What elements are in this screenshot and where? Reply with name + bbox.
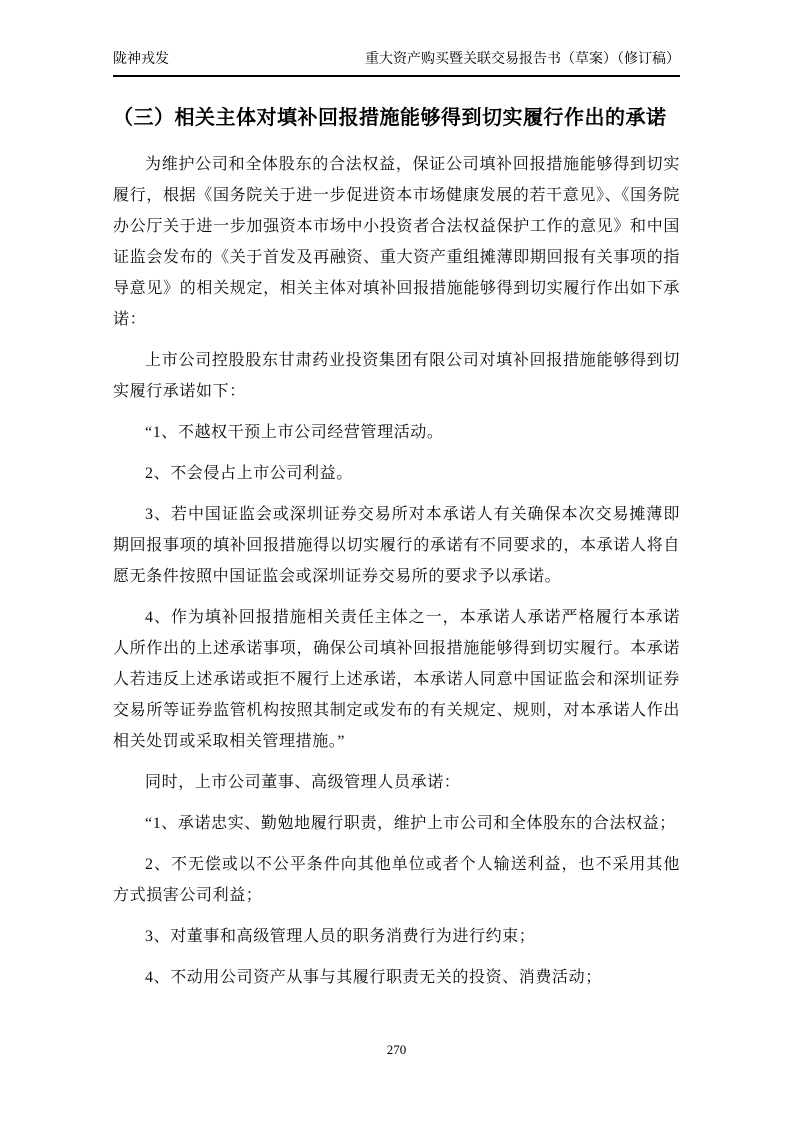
page-header	[113, 50, 680, 77]
paragraph: 2、不无偿或以不公平条件向其他单位或者个人输送利益，也不采用其他方式损害公司利益；	[113, 856, 680, 904]
paragraph: 同时，上市公司董事、高级管理人员承诺：	[145, 774, 461, 791]
paragraph: 2、不会侵占上市公司利益。	[145, 465, 353, 482]
paragraph: “1、承诺忠实、勤勉地履行职责，维护上市公司和全体股东的合法权益；	[145, 815, 676, 832]
page-footer	[0, 1042, 793, 1058]
document-body	[113, 149, 680, 993]
paragraph: 上市公司控股股东甘肃药业投资集团有限公司对填补回报措施能够得到切实履行承诺如下：	[113, 352, 680, 400]
paragraph: 4、作为填补回报措施相关责任主体之一，本承诺人承诺严格履行本承诺人所作出的上述承诺事项，确保公司填补回报措施能够得到切实履行。本承诺人若违反上述承诺或拒不履行上述承诺，本承诺人同意中国证监会和深圳证券交易所等证券监管机构按照其制定或发布的有关规定、规则，对本承诺人作出相关处罚或采取相关管理措施。”	[113, 609, 680, 750]
paragraph: 4、不动用公司资产从事与其履行职责无关的投资、消费活动；	[145, 969, 602, 986]
header-company-name: 陇神戎发	[113, 52, 169, 67]
paragraph: “1、不越权干预上市公司经营管理活动。	[145, 424, 444, 441]
section-title: （三）相关主体对填补回报措施能够得到切实履行作出的承诺	[113, 107, 667, 129]
paragraph: 为维护公司和全体股东的合法权益，保证公司填补回报措施能够得到切实履行，根据《国务院关于进一步促进资本市场健康发展的若干意见》、《国务院办公厅关于进一步加强资本市场中小投资者合法权益保护工作的意见》和中国证监会发布的《关于首发及再融资、重大资产重组摊薄即期回报有关事项的指导意见》的相关规定，相关主体对填补回报措施能够得到切实履行作出如下承诺：	[113, 156, 680, 328]
header-report-title: 重大资产购买暨关联交易报告书（草案）（修订稿）	[365, 52, 680, 67]
page-number: 270	[386, 1042, 407, 1057]
paragraph: 3、若中国证监会或深圳证券交易所对本承诺人有关确保本次交易摊薄即期回报事项的填补回报措施得以切实履行的承诺有不同要求的，本承诺人将自愿无条件按照中国证监会或深圳证券交易所的要求予以承诺。	[113, 506, 680, 585]
paragraph: 3、对董事和高级管理人员的职务消费行为进行约束；	[145, 928, 536, 945]
